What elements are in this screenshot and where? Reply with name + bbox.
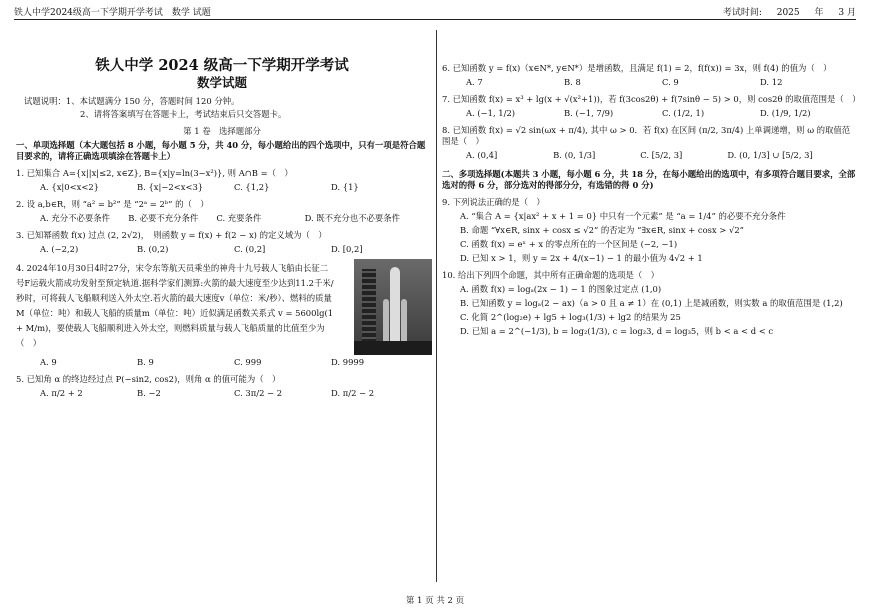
question-8: 8. 已知函数 f(x) = √2 sin(ωx + π/4), 其中 ω > 0．若 f(x) 在区间 (π/2, 3π/4) 上单调递增，则 ω 的取值范围是（ ） — [442, 125, 851, 146]
question-10-option-d: D. 已知 a = 2^(−1/3), b = log₂(1/3), c = log₂3, d = log₃5，则 b < a < d < c — [460, 326, 774, 336]
instruction-1: 试题说明：1、本试题满分 150 分，答题时间 120 分钟。 — [24, 96, 240, 106]
exam-subtitle: 数学试题 — [196, 75, 247, 90]
option: D. π/2 − 2 — [331, 388, 375, 398]
question-4-options — [40, 357, 428, 368]
option: D. 12 — [760, 77, 783, 87]
question-10: 10. 给出下列四个命题，其中所有正确命题的选项是（ ） — [442, 270, 659, 280]
question-10-option-b: B. 已知函数 y = logₐ(2 − ax)（a > 0 且 a ≠ 1）在 (0,1) 上是减函数，则实数 a 的取值范围是 (1,2) — [460, 298, 843, 308]
option: C. 充要条件 — [216, 213, 262, 223]
question-9-option-c: C. 函数 f(x) = eˣ + x 的零点所在的一个区间是 (−2, −1) — [460, 239, 678, 249]
option: A. (0,4] — [466, 150, 498, 160]
question-6: 6. 已知函数 y = f(x)（x∈N*, y∈N*）是增函数，且满足 f(1) = 2，f(f(x)) = 3x，则 f(4) 的值为（ ） — [442, 63, 832, 73]
exam-title: 铁人中学 2024 级高一下学期开学考试 — [95, 57, 349, 74]
question-7-options — [466, 108, 858, 119]
question-6-options — [466, 77, 858, 88]
time-year-unit: 年 — [814, 8, 824, 18]
question-5-options — [40, 388, 428, 399]
option: C. 9 — [662, 77, 679, 87]
option: C. 999 — [234, 357, 262, 367]
option: D. {1} — [331, 182, 359, 192]
option: A. 充分不必要条件 — [40, 213, 110, 223]
page-footer: 第 1 页 共 2 页 — [405, 596, 465, 606]
question-3: 3. 已知幂函数 f(x) 过点 (2, 2√2)， 则函数 y = f(x) + f(2 − x) 的定义域为（ ） — [16, 230, 327, 240]
option: A. (−2,2) — [40, 244, 79, 254]
question-2-options — [40, 213, 428, 224]
option: A. 9 — [40, 357, 57, 367]
question-3-options — [40, 244, 428, 255]
question-4: 4. 2024年10月30日4时27分，宋令东等航天员乘坐的神舟十九号载人飞船由长征二号F运载火箭成功发射至预定轨道.据科学家们测算:火箭的最大速度至少达到11.2千米/秒时，可将载人飞船顺利送入外太空.若火箭的最大速度v（单位：米/秒）、燃料的质量M（单位：吨）和载人飞船的质量m（单位：吨）近似满足函数关系式 v = 5600lg(1 + M/m)，要使载人飞船顺利进入外太空，则燃料质量与载人飞船质量的比值至少为（ ） — [16, 263, 334, 348]
right-column — [442, 63, 861, 338]
option: C. (0,2] — [234, 244, 266, 254]
question-10-option-a: A. 函数 f(x) = logₐ(2x − 1) − 1 的图象过定点 (1,0) — [460, 284, 662, 294]
header-exam-name: 铁人中学2024级高一下学期开学考试 数学 试题 — [14, 8, 211, 18]
option: B. (0,2) — [137, 244, 169, 254]
option: D. (1/9, 1/2) — [760, 108, 811, 118]
option: B. 必要不充分条件 — [128, 213, 199, 223]
option: A. π/2 + 2 — [40, 388, 83, 398]
page-header — [14, 5, 856, 20]
question-1-options — [40, 182, 428, 193]
option: A. {x|0<x<2} — [40, 182, 99, 192]
option: D. 9999 — [331, 357, 365, 367]
question-9-option-b: B. 命题 “∀x∈R, sinx + cosx ≤ √2” 的否定为 “∃x∈R, sinx + cosx > √2” — [460, 225, 744, 235]
column-divider — [436, 30, 437, 582]
instruction-2: 2、请将答案填写在答题卡上，考试结束后只交答题卡。 — [80, 109, 287, 119]
option: D. [0,2] — [331, 244, 363, 254]
question-8-options — [466, 150, 858, 161]
option: C. {1,2} — [234, 182, 270, 192]
option: B. (−1, 7/9) — [564, 108, 614, 118]
question-2: 2. 设 a,b∈R，则 “a² = b²” 是 “2ᵃ = 2ᵇ” 的（ ） — [16, 199, 209, 209]
option: C. 3π/2 − 2 — [234, 388, 283, 398]
option: A. 7 — [466, 77, 483, 87]
question-10-option-c: C. 化简 2^(log₂e) + lg5 + log₃(1/3) + lg2 的结果为 25 — [460, 312, 681, 322]
option: B. 8 — [564, 77, 581, 87]
left-column — [16, 48, 428, 400]
option: B. (0, 1/3] — [553, 150, 596, 160]
time-month: 3 月 — [838, 8, 856, 18]
option: D. 既不充分也不必要条件 — [304, 213, 401, 223]
question-4-block — [16, 261, 428, 351]
rocket-icon — [390, 267, 400, 341]
option: B. −2 — [137, 388, 161, 398]
section-1-heading: 一、单项选择题（本大题包括 8 小题，每小题 5 分，共 40 分，每小题给出的四个选项中，只有一项是符合题目要求的，请将正确选项填涂在答题卡上） — [16, 140, 426, 161]
option: C. (1/2, 1) — [662, 108, 705, 118]
rocket-launch-photo — [354, 259, 432, 355]
part-heading: 第 1 卷 选择题部分 — [183, 126, 261, 136]
option: B. {x|−2<x<3} — [137, 182, 204, 192]
header-exam-time — [711, 5, 856, 19]
option: B. 9 — [137, 357, 154, 367]
option: A. (−1, 1/2) — [466, 108, 516, 118]
section-2-heading: 二、多项选择题(本题共 3 小题，每小题 6 分，共 18 分，在每小题给出的选项中，有多项符合题目要求，全部选对的得 6 分，部分选对的得部分分，有选错的得 0 分) — [442, 169, 856, 190]
question-7: 7. 已知函数 f(x) = x³ + lg(x + √(x²+1))，若 f(3cos2θ) + f(7sinθ − 5) > 0，则 cos2θ 的取值范围是（ ） — [442, 94, 861, 104]
time-label: 考试时间: — [722, 8, 762, 18]
option: C. [5/2, 3] — [640, 150, 683, 160]
question-9-option-d: D. 已知 x > 1，则 y = 2x + 4/(x−1) − 1 的最小值为 4√2 + 1 — [460, 253, 703, 263]
question-9-option-a: A. “集合 A = {x|ax² + x + 1 = 0} 中只有一个元素” 是 “a = 1/4” 的必要不充分条件 — [460, 211, 786, 221]
question-9: 9. 下列说法正确的是（ ） — [442, 197, 545, 207]
question-5: 5. 已知角 α 的终边经过点 P(−sin2, cos2)，则角 α 的值可能为（ ） — [16, 374, 281, 384]
option: D. (0, 1/3] ∪ [5/2, 3] — [727, 150, 813, 160]
time-year: 2025 — [776, 8, 800, 18]
question-1: 1. 已知集合 A={x||x|≤2, x∈Z}, B={x|y=ln(3−x²)}, 则 A∩B =（ ） — [16, 168, 293, 178]
